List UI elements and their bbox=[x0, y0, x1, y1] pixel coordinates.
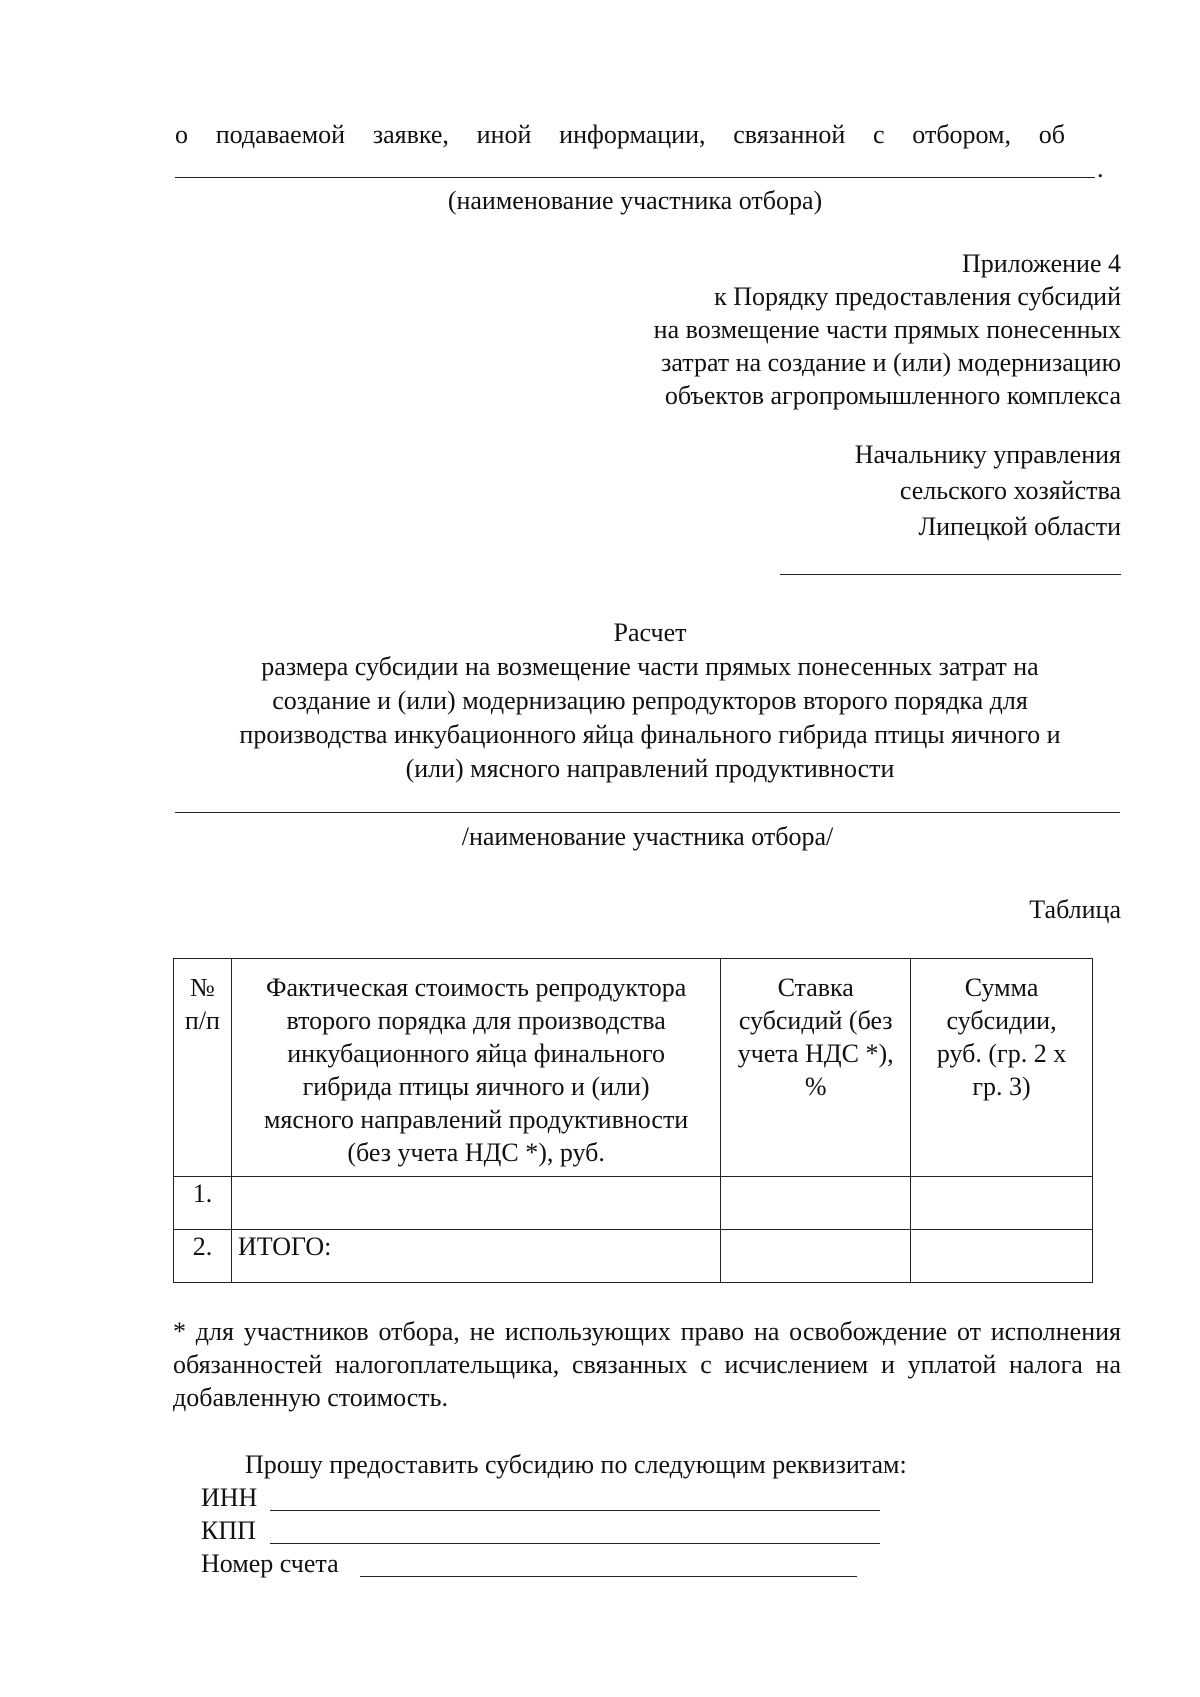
header-number: № п/п bbox=[174, 959, 232, 1177]
row-2-total-label: ИТОГО: bbox=[231, 1230, 720, 1283]
calculation-table bbox=[173, 958, 1093, 1283]
doc-subtitle-line-4: (или) мясного направлений продуктивности bbox=[405, 754, 895, 783]
requisite-account-label: Номер счета bbox=[201, 1549, 339, 1578]
requisite-kpp bbox=[201, 1514, 256, 1547]
requisite-kpp-label: КПП bbox=[201, 1516, 256, 1545]
addressee-line-3: Липецкой области bbox=[918, 512, 1121, 541]
appendix-line-2: к Порядку предоставления субсидий bbox=[714, 282, 1121, 311]
requisite-inn-field[interactable] bbox=[270, 1510, 880, 1511]
participant-underline-1 bbox=[175, 177, 1095, 178]
row-2-amount bbox=[911, 1230, 1093, 1283]
doc-subtitle-line-3: производства инкубационного яйца финального гибрида птицы яичного и bbox=[239, 720, 1061, 749]
appendix-line-5: объектов агропромышленного комплекса bbox=[664, 381, 1121, 410]
addressee-line-2: сельского хозяйства bbox=[899, 476, 1121, 505]
row-1-number: 1. bbox=[174, 1177, 232, 1230]
footnote: * для участников отбора, не использующих право на освобождение от исполнения обязанностей налогоплательщика, связанных с исчислением и уплатой налога на добавленную стоимость. bbox=[173, 1317, 1121, 1412]
requisite-account-field[interactable] bbox=[360, 1576, 857, 1577]
table-row bbox=[174, 1177, 1093, 1230]
appendix-line-3: на возмещение части прямых понесенных bbox=[653, 315, 1121, 344]
participant-caption-2: /наименование участника отбора/ bbox=[461, 822, 834, 851]
row-1-cost bbox=[231, 1177, 720, 1230]
top-text: о подаваемой заявке, иной информации, связанной с отбором, об bbox=[175, 120, 1065, 149]
header-subsidy-amount: Сумма субсидии, руб. (гр. 2 x гр. 3) bbox=[911, 959, 1093, 1177]
requisites-intro: Прошу предоставить субсидию по следующим реквизитам: bbox=[245, 1450, 907, 1479]
appendix-line-4: затрат на создание и (или) модернизацию bbox=[661, 348, 1121, 377]
header-actual-cost: Фактическая стоимость репродуктора второго порядка для производства инкубационного яйца финального гибрида птицы яичного и (или) мясного направлений продуктивности (без учета НДС *), руб. bbox=[231, 959, 720, 1177]
row-2-rate bbox=[721, 1230, 911, 1283]
appendix-line-1: Приложение 4 bbox=[961, 249, 1121, 278]
participant-caption-1: (наименование участника отбора) bbox=[447, 186, 823, 215]
addressee-underline bbox=[780, 574, 1121, 575]
table-header-row bbox=[174, 959, 1093, 1177]
doc-subtitle-line-2: создание и (или) модернизацию репродукторов второго порядка для bbox=[272, 686, 1028, 715]
participant-underline-2 bbox=[175, 812, 1120, 813]
table-row bbox=[174, 1230, 1093, 1283]
doc-subtitle-line-1: размера субсидии на возмещение части прямых понесенных затрат на bbox=[261, 652, 1039, 681]
doc-title: Расчет bbox=[613, 618, 687, 647]
row-2-number: 2. bbox=[174, 1230, 232, 1283]
requisite-inn-label: ИНН bbox=[201, 1483, 258, 1512]
requisite-account bbox=[201, 1547, 339, 1580]
row-1-rate bbox=[721, 1177, 911, 1230]
top-period: . bbox=[1097, 154, 1104, 183]
row-1-amount bbox=[911, 1177, 1093, 1230]
requisite-kpp-field[interactable] bbox=[270, 1543, 880, 1544]
addressee-line-1: Начальнику управления bbox=[854, 440, 1121, 469]
header-subsidy-rate: Ставка субсидий (без учета НДС *), % bbox=[721, 959, 911, 1177]
requisite-inn bbox=[201, 1481, 257, 1514]
table-label: Таблица bbox=[1029, 895, 1121, 924]
